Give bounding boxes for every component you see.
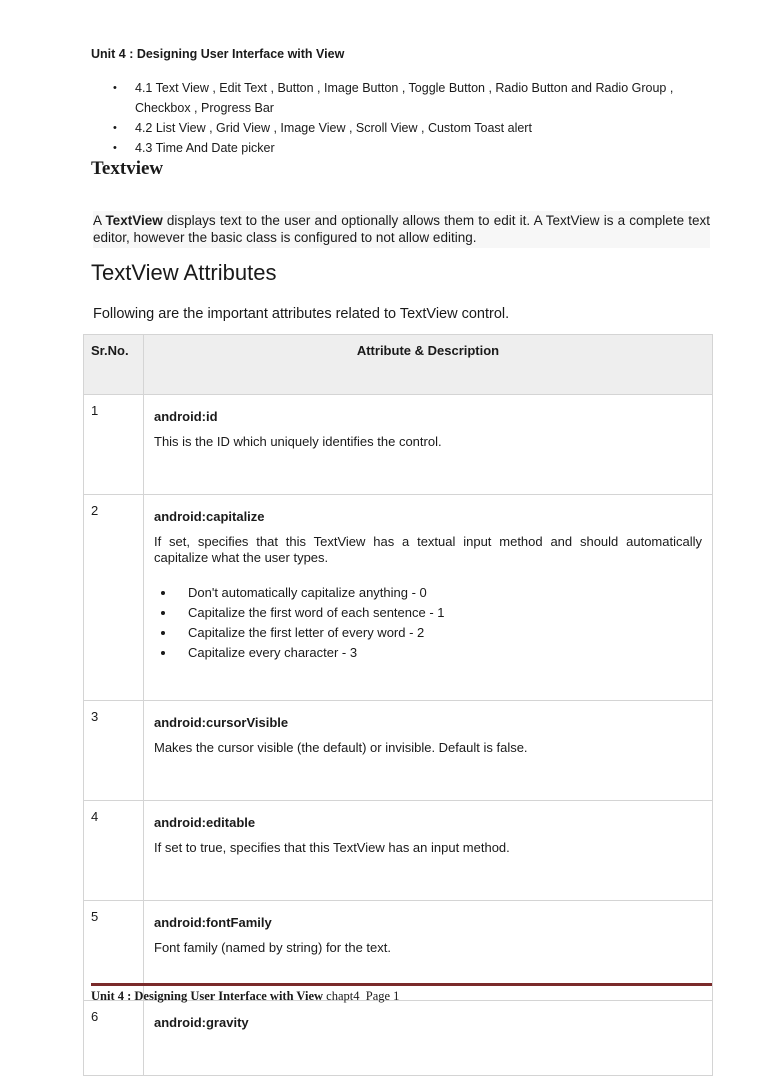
attribute-name: android:fontFamily bbox=[154, 915, 272, 930]
attribute-name: android:capitalize bbox=[154, 509, 265, 524]
page-footer bbox=[91, 989, 399, 1004]
capitalize-options bbox=[154, 583, 702, 663]
attributes-table bbox=[83, 334, 713, 1076]
row-content bbox=[144, 395, 713, 495]
attribute-description: If set to true, specifies that this TextView has an input method. bbox=[154, 840, 510, 855]
attribute-name: android:editable bbox=[154, 815, 256, 830]
row-content bbox=[144, 495, 713, 701]
intro-rest: displays text to the user and optionally allows them to edit it. A TextView is a complete text editor, however the basic class is configured to not allow editing. bbox=[93, 213, 710, 245]
option-item: • Don't automatically capitalize anything - 0 bbox=[176, 583, 702, 603]
row-number: 4 bbox=[84, 801, 144, 901]
table-header-row bbox=[84, 335, 713, 395]
intro-prefix: A bbox=[93, 213, 106, 228]
attribute-description: This is the ID which uniquely identifies the control. bbox=[154, 434, 442, 449]
intro-paragraph bbox=[93, 211, 710, 248]
footer-title: Unit 4 : Designing User Interface with View bbox=[91, 989, 324, 1003]
footer-chapter: chapt4 bbox=[323, 989, 360, 1003]
row-number: 1 bbox=[84, 395, 144, 495]
row-number: 5 bbox=[84, 901, 144, 1001]
unit-title: Unit 4 : Designing User Interface with View bbox=[91, 47, 345, 61]
footer-page: Page 1 bbox=[359, 989, 400, 1003]
option-item: • Capitalize the first letter of every word - 2 bbox=[176, 623, 702, 643]
table-row bbox=[84, 495, 713, 701]
topic-item: • 4.3 Time And Date picker bbox=[113, 138, 713, 158]
table-row bbox=[84, 801, 713, 901]
attribute-name: android:cursorVisible bbox=[154, 715, 289, 730]
attribute-name: android:gravity bbox=[154, 1015, 249, 1030]
row-number: 6 bbox=[84, 1001, 144, 1076]
attribute-description: Makes the cursor visible (the default) or invisible. Default is false. bbox=[154, 740, 528, 755]
header-attribute-description: Attribute & Description bbox=[144, 335, 713, 395]
option-item: • Capitalize every character - 3 bbox=[176, 643, 702, 663]
option-item: • Capitalize the first word of each sentence - 1 bbox=[176, 603, 702, 623]
row-content bbox=[144, 1001, 713, 1076]
heading-textview: Textview bbox=[91, 158, 164, 179]
attribute-name: android:id bbox=[154, 409, 218, 424]
intro-bold-term: TextView bbox=[105, 213, 163, 228]
topic-item: • 4.1 Text View , Edit Text , Button , Image Button , Toggle Button , Radio Button and Radio Group , Checkbox , Progress Bar bbox=[113, 78, 713, 118]
table-row bbox=[84, 701, 713, 801]
row-number: 3 bbox=[84, 701, 144, 801]
table-row bbox=[84, 395, 713, 495]
row-number: 2 bbox=[84, 495, 144, 701]
row-content bbox=[144, 801, 713, 901]
topic-item: • 4.2 List View , Grid View , Image View , Scroll View , Custom Toast alert bbox=[113, 118, 713, 138]
table-row bbox=[84, 1001, 713, 1076]
header-sr-no: Sr.No. bbox=[84, 335, 144, 395]
topic-list bbox=[113, 78, 713, 158]
footer-divider bbox=[91, 983, 712, 986]
heading-attributes: TextView Attributes bbox=[91, 260, 277, 285]
row-content bbox=[144, 701, 713, 801]
attribute-description: Font family (named by string) for the text. bbox=[154, 940, 391, 955]
following-text: Following are the important attributes related to TextView control. bbox=[93, 306, 510, 322]
attribute-description: If set, specifies that this TextView has a textual input method and should automatically capitalize what the user types. bbox=[154, 534, 702, 565]
